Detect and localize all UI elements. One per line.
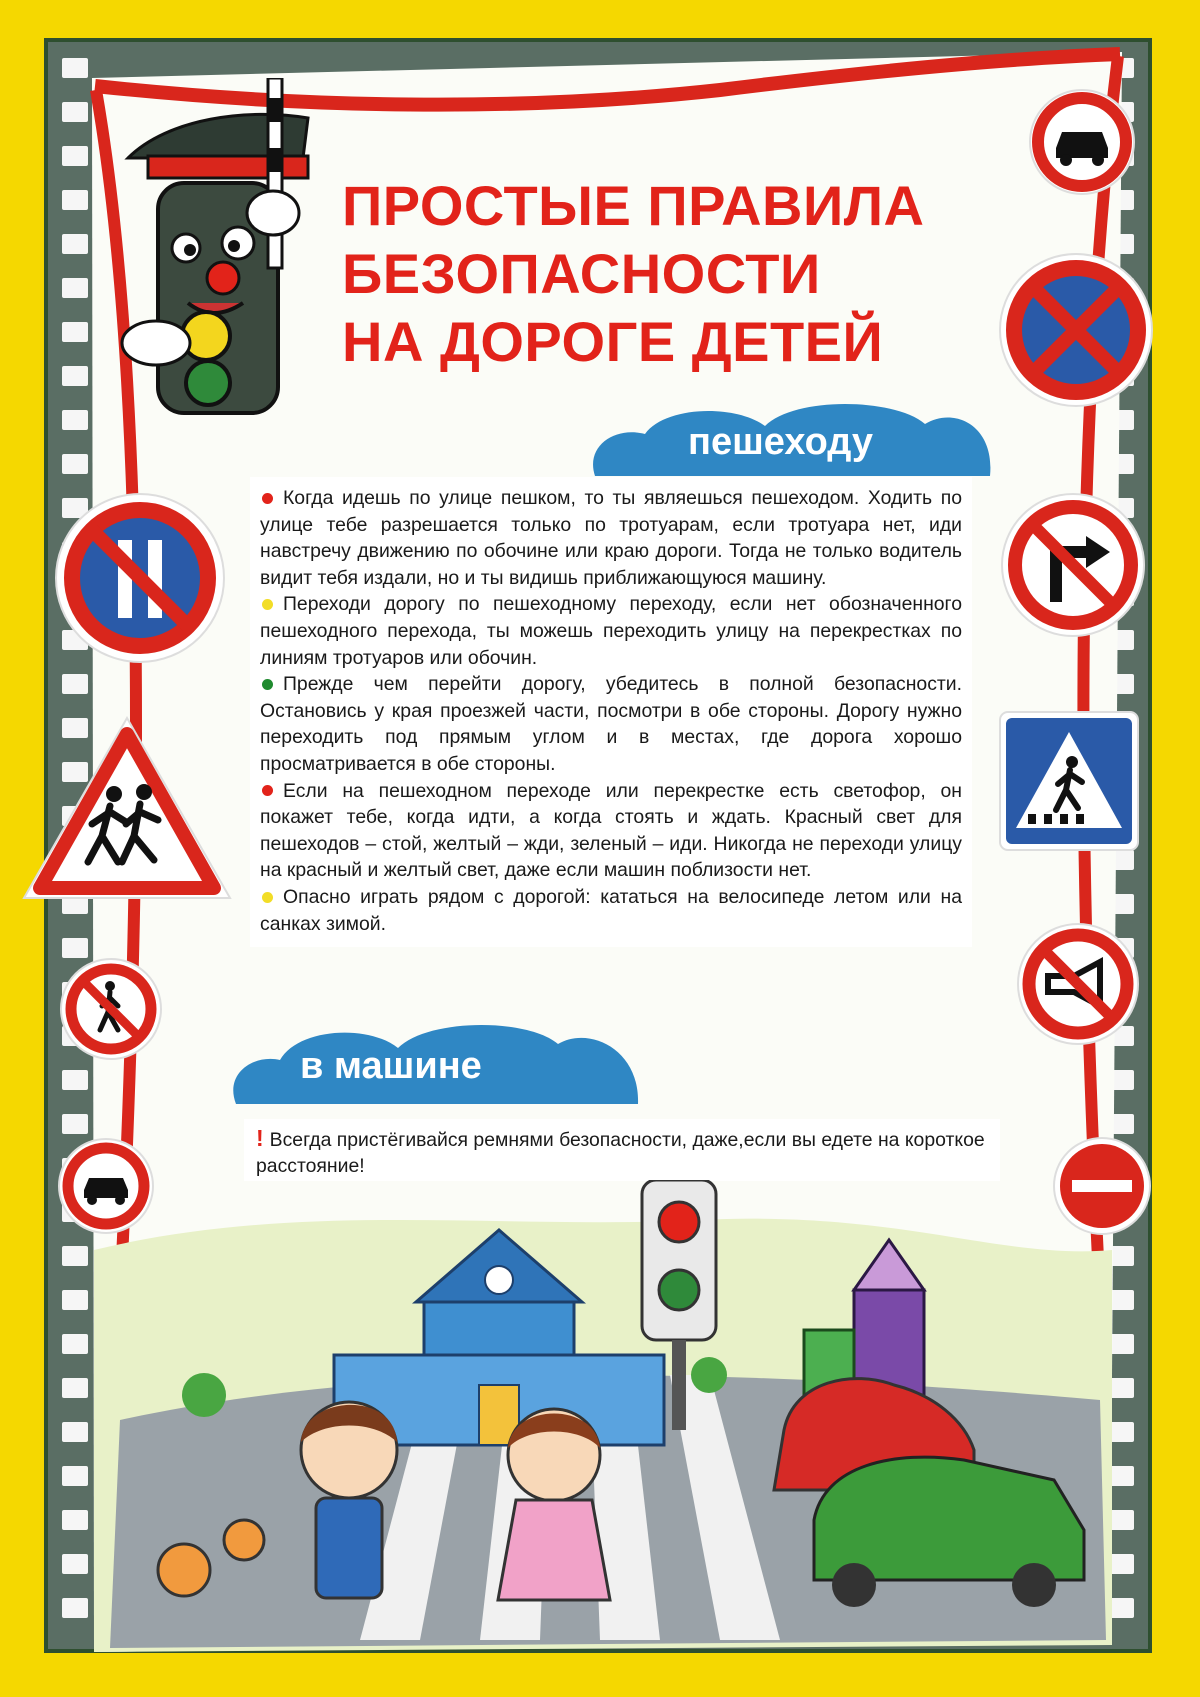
car-rule-box	[244, 1119, 1000, 1181]
traffic-light-mascot-icon	[108, 78, 338, 428]
no-stopping-sign-icon	[996, 250, 1156, 410]
bullet-dot-icon	[262, 785, 273, 796]
bullet-dot-icon	[262, 679, 273, 690]
exclamation-icon: !	[256, 1125, 264, 1151]
title-line-2: БЕЗОПАСНОСТИ	[342, 242, 821, 305]
title-line-1: ПРОСТЫЕ ПРАВИЛА	[342, 174, 925, 237]
rule-item: Опасно играть рядом с дорогой: кататься на велосипеде летом или на санках зимой.	[260, 885, 962, 935]
pedestrian-heading: пешеходу	[688, 421, 874, 463]
rule-item: Переходи дорогу по пешеходному переходу, если нет обозначенного пешеходного перехода, ты можешь переходить улицу на перекрестках по линиям тротуаров или обочин.	[260, 593, 962, 669]
poster-title	[342, 172, 982, 376]
bullet-dot-icon	[262, 599, 273, 610]
no-pedestrians-sign-icon	[58, 956, 164, 1062]
no-right-turn-sign-icon	[998, 490, 1148, 640]
title-line-3: НА ДОРОГЕ ДЕТЕЙ	[342, 310, 884, 373]
children-crossing-sign-icon	[18, 712, 236, 904]
rule-item: Если на пешеходном переходе или перекрестке есть светофор, он покажет тебе, когда идти, а когда стоять и ждать. Красный свет для пешеходов – стой, желтый – жди, зеленый – иди. Никогда не переходи улицу на красный и желтый свет, даже если машин поблизости нет.	[260, 779, 962, 882]
rule-item: Прежде чем перейти дорогу, убедитесь в полной безопасности. Остановись у края проезжей части, посмотри в обе стороны. Дорогу нужно переходить под прямым углом и в местах, где дорога хорошо просматривается в обе стороны.	[260, 673, 962, 775]
no-horn-sign-icon	[1014, 920, 1142, 1048]
rule-item: Когда идешь по улице пешком, то ты являешься пешеходом. Ходить по улице тебе разрешается только по тротуарам, если тротуара нет, иди навстречу движению по обочине или краю дороги. Тогда не только водитель видит тебя издали, но и ты видишь приближающуюся машину.	[260, 487, 962, 589]
car-rule-text: Всегда пристёгивайся ремнями безопасности, даже,если вы едете на короткое расстояние!	[256, 1129, 985, 1177]
car-heading: в машине	[300, 1045, 482, 1087]
street-scene-illustration	[94, 1180, 1112, 1650]
car-rule	[256, 1125, 994, 1179]
bullet-dot-icon	[262, 493, 273, 504]
no-motor-vehicles-sign-icon	[1026, 86, 1138, 198]
no-parking-even-days-sign-icon	[52, 490, 228, 666]
bullet-dot-icon	[262, 892, 273, 903]
pedestrian-rules	[250, 477, 972, 947]
pedestrian-crossing-sign-icon	[998, 710, 1140, 852]
